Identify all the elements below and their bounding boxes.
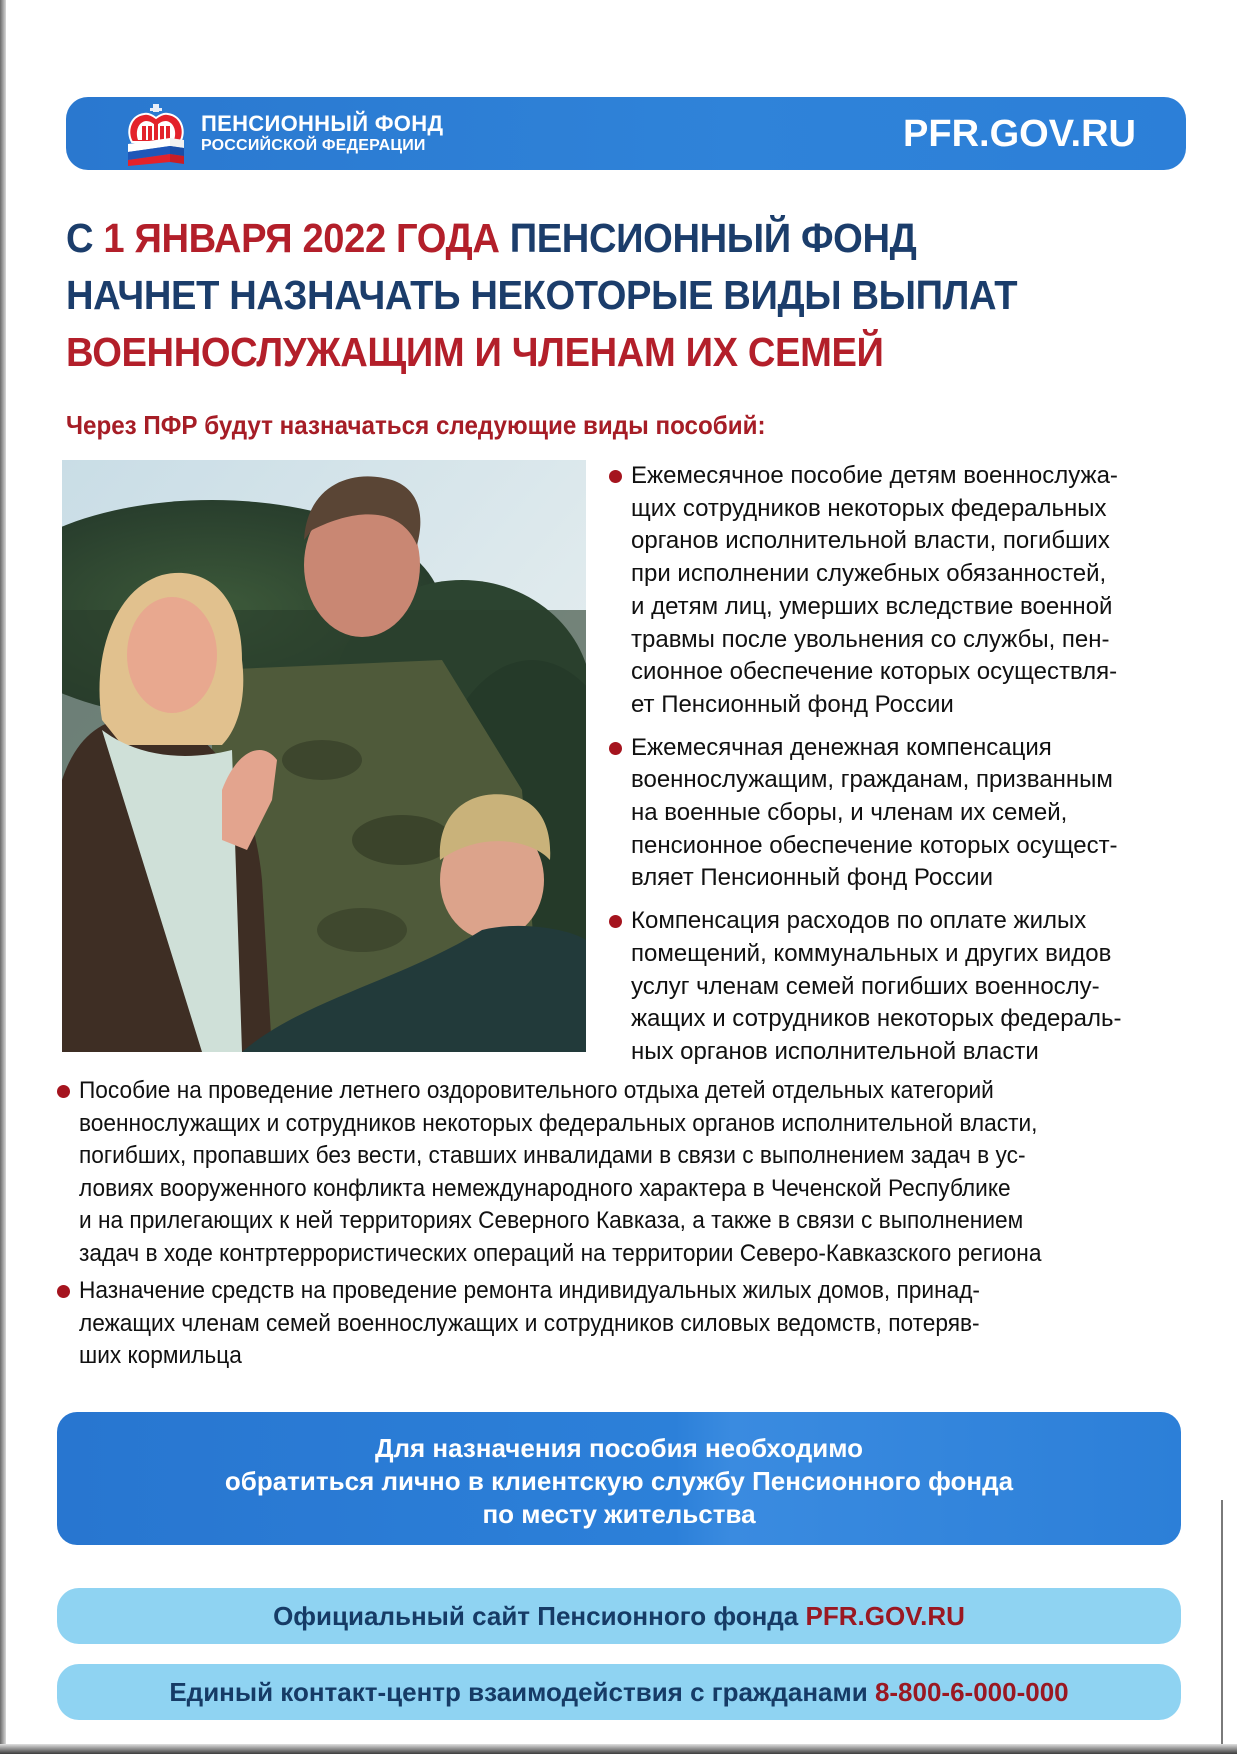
info-box bbox=[57, 1412, 1181, 1545]
title-date: 1 ЯНВАРЯ 2022 ГОДА bbox=[103, 215, 500, 261]
benefit-item bbox=[609, 905, 1199, 1069]
bullet-icon bbox=[57, 1285, 70, 1298]
bullet-icon bbox=[609, 470, 622, 483]
bullet-icon bbox=[609, 915, 622, 928]
scan-edge-left bbox=[0, 0, 6, 1754]
benefits-subtitle: Через ПФР будут назначаться следующие виды пособий: bbox=[66, 410, 766, 440]
family-photo bbox=[62, 460, 586, 1052]
info-box-text: Для назначения пособия необходимо обратиться лично в клиентскую службу Пенсионного фонда по месту жительства bbox=[224, 1433, 1014, 1529]
title-prefix: С bbox=[66, 215, 104, 261]
benefit-item bbox=[609, 732, 1199, 896]
title-line-1-rest: ПЕНСИОННЫЙ ФОНД bbox=[499, 215, 917, 261]
contact-phone[interactable]: 8-800-6-000-000 bbox=[874, 1677, 1069, 1707]
page-title bbox=[66, 210, 1117, 381]
org-name-line2: РОССИЙСКОЙ ФЕДЕРАЦИИ bbox=[201, 137, 426, 154]
official-site-label: Официальный сайт Пенсионного фонда bbox=[273, 1601, 806, 1631]
title-line-3: ВОЕННОСЛУЖАЩИМ И ЧЛЕНАМ ИХ СЕМЕЙ bbox=[66, 329, 884, 375]
official-site-link[interactable]: PFR.GOV.RU bbox=[805, 1601, 965, 1631]
benefits-list-bottom bbox=[57, 1075, 1207, 1378]
benefit-text: Пособие на проведение летнего оздоровительного отдыха детей отдельных категорий военнослужащих и сотрудников некоторых федеральных органов исполнительной власти, погибших, пропавших без вести, ставших инвалидами в связи с выполнением задач в ус- ловиях вооруженного конфликта немеждународного характера в Чеченской Республике и на прилегающих к ней территориях Северного Кавказа, а также в связи с выполнением задач в ходе контртеррористических операций на территории Северо-Кавказского региона bbox=[79, 1077, 1042, 1267]
header-banner bbox=[66, 97, 1186, 170]
benefit-item bbox=[57, 1275, 1207, 1373]
pfr-logo-icon bbox=[124, 102, 188, 166]
benefit-text: Ежемесячное пособие детям военнослужа- щих сотрудников некоторых федеральных органов исполнительной власти, погибших при исполнении служебных обязанностей, и детям лиц, умерших вследствие военной травмы после увольнения со службы, пен- сионное обеспечение которых осуществля- ет Пенсионный фонд России bbox=[631, 462, 1118, 718]
benefits-list-right bbox=[609, 460, 1199, 1079]
org-name-line1: ПЕНСИОННЫЙ ФОНД bbox=[201, 111, 444, 136]
bullet-icon bbox=[609, 742, 622, 755]
official-site-pill bbox=[57, 1588, 1181, 1644]
org-name bbox=[201, 112, 443, 156]
title-line-2: НАЧНЕТ НАЗНАЧАТЬ НЕКОТОРЫЕ ВИДЫ ВЫПЛАТ bbox=[66, 272, 1018, 318]
benefit-text: Ежемесячная денежная компенсация военнослужащим, гражданам, призванным на военные сборы, и членам их семей, пенсионное обеспечение которых осущест- вляет Пенсионный фонд России bbox=[631, 733, 1118, 892]
header-site-url[interactable]: PFR.GOV.RU bbox=[903, 113, 1136, 155]
benefit-text: Компенсация расходов по оплате жилых помещений, коммунальных и других видов услуг членам семей погибших военнослу- жащих и сотрудников некоторых федераль- ных органов исполнительной власти bbox=[631, 907, 1122, 1065]
benefit-item bbox=[57, 1075, 1207, 1270]
contact-center-pill bbox=[57, 1664, 1181, 1720]
benefit-item bbox=[609, 460, 1199, 722]
contact-center-label: Единый контакт-центр взаимодействия с гражданами bbox=[169, 1677, 875, 1707]
bullet-icon bbox=[57, 1085, 70, 1098]
scan-edge-bottom bbox=[0, 1744, 1237, 1754]
benefit-text: Назначение средств на проведение ремонта индивидуальных жилых домов, принад- лежащих членам семей военнослужащих и сотрудников силовых ведомств, потеряв- ших кормильца bbox=[79, 1277, 980, 1369]
scan-edge-right bbox=[1221, 1500, 1223, 1754]
title-line-1 bbox=[66, 210, 1117, 267]
